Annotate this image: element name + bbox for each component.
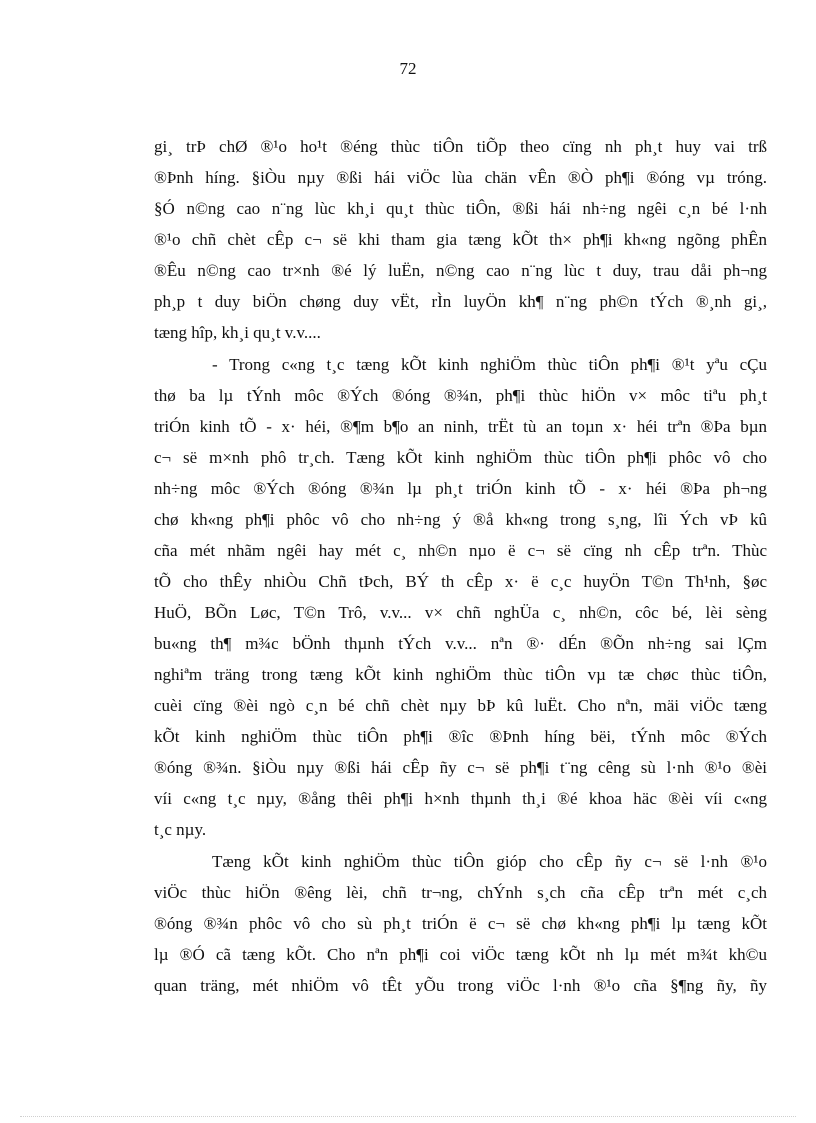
- text-line: triÓn kinh tÕ - x· héi, ®¶m b¶o an ninh, trËt tù an toµn x· héi trªn ®Þa bµn: [154, 417, 767, 436]
- text-line: tÕ cho thÊy nhiÒu Chñ tÞch, BÝ th cÊp x· ë c¸c huyÖn T©n Th¹nh, §øc: [154, 572, 767, 591]
- text-line: nghiªm träng trong tæng kÕt kinh nghiÖm thùc tiÔn vµ tæ chøc thùc tiÔn,: [154, 665, 767, 684]
- page-number: 72: [399, 59, 417, 78]
- page-bottom-rule: [20, 1116, 796, 1117]
- text-line: cña mét nhãm ngêi hay mét c¸ nh©n nµo ë c¬ së cïng nh cÊp trªn. Thùc: [154, 541, 767, 560]
- text-line: Tæng kÕt kinh nghiÖm thùc tiÔn gióp cho cÊp ñy c¬ së l·nh ®¹o: [212, 852, 767, 871]
- text-line: ph¸p t duy biÖn chøng duy vËt, rÌn luyÖn kh¶ n¨ng ph©n tÝch ®¸nh gi¸,: [154, 292, 767, 311]
- text-line: kÕt kinh nghiÖm thùc tiÔn ph¶i ®îc ®Þnh híng bëi, tÝnh môc ®Ých: [154, 727, 767, 746]
- text-line: ®Þnh híng. §iÒu nµy ®ßi hái viÖc lùa chän vÊn ®Ò ph¶i ®óng vµ tróng.: [154, 168, 767, 187]
- text-line: gi¸ trÞ chØ ®¹o ho¹t ®éng thùc tiÔn tiÕp theo cïng nh ph¸t huy vai trß: [154, 137, 767, 156]
- text-line: ®óng ®¾n. §iÒu nµy ®ßi hái cÊp ñy c¬ së ph¶i t¨ng cêng sù l·nh ®¹o ®èi: [154, 758, 767, 777]
- text-line: chø kh«ng ph¶i phôc vô cho nh÷ng ý ®å kh«ng trong s¸ng, lîi Ých vÞ kû: [154, 510, 767, 529]
- text-line: c¬ së m×nh phô tr¸ch. Tæng kÕt kinh nghiÖm thùc tiÔn ph¶i phôc vô cho: [154, 448, 767, 467]
- text-line: §Ó n©ng cao n¨ng lùc kh¸i qu¸t thùc tiÔn, ®ßi hái nh÷ng ngêi c¸n bé l·nh: [154, 199, 767, 218]
- text-line: lµ ®Ó cã tæng kÕt. Cho nªn ph¶i coi viÖc tæng kÕt nh lµ mét m¾t kh©u: [154, 945, 767, 964]
- text-line: víi c«ng t¸c nµy, ®ång thêi ph¶i h×nh thµnh th¸i ®é khoa häc ®èi víi c«ng: [154, 789, 767, 808]
- text-line: viÖc thùc hiÖn ®êng lèi, chñ tr¬ng, chÝnh s¸ch cña cÊp trªn mét c¸ch: [154, 883, 767, 902]
- text-line: nh÷ng môc ®Ých ®óng ®¾n lµ ph¸t triÓn kinh tÕ - x· héi ®Þa ph¬ng: [154, 479, 767, 498]
- text-line: quan träng, mét nhiÖm vô tÊt yÕu trong viÖc l·nh ®¹o cña §¶ng ñy, ñy: [154, 976, 767, 995]
- text-line: cuèi cïng ®èi ngò c¸n bé chñ chèt nµy bÞ kû luËt. Cho nªn, mäi viÖc tæng: [154, 696, 767, 715]
- text-line: tæng hîp, kh¸i qu¸t v.v....: [154, 323, 321, 342]
- text-line: t¸c nµy.: [154, 820, 207, 839]
- text-line: ®óng ®¾n phôc vô cho sù ph¸t triÓn ë c¬ së chø kh«ng ph¶i lµ tæng kÕt: [154, 914, 767, 933]
- text-line: HuÖ, BÕn Løc, T©n Trô, v.v... v× chñ nghÜa c¸ nh©n, côc bé, lèi sèng: [154, 603, 767, 622]
- text-line: bu«ng th¶ m¾c bÖnh thµnh tÝch v.v... nªn ®· dÉn ®Õn nh÷ng sai lÇm: [154, 634, 767, 653]
- text-line: ®¹o chñ chèt cÊp c¬ së khi tham gia tæng kÕt th× ph¶i kh«ng ngõng phÊn: [154, 230, 767, 249]
- text-line: ®Êu n©ng cao tr×nh ®é lý luËn, n©ng cao n¨ng lùc t duy, trau dåi ph¬ng: [154, 261, 767, 280]
- text-line: - Trong c«ng t¸c tæng kÕt kinh nghiÖm thùc tiÔn ph¶i ®¹t yªu cÇu: [212, 355, 767, 374]
- text-line: thø ba lµ tÝnh môc ®Ých ®óng ®¾n, ph¶i thùc hiÖn v× môc tiªu ph¸t: [154, 386, 767, 405]
